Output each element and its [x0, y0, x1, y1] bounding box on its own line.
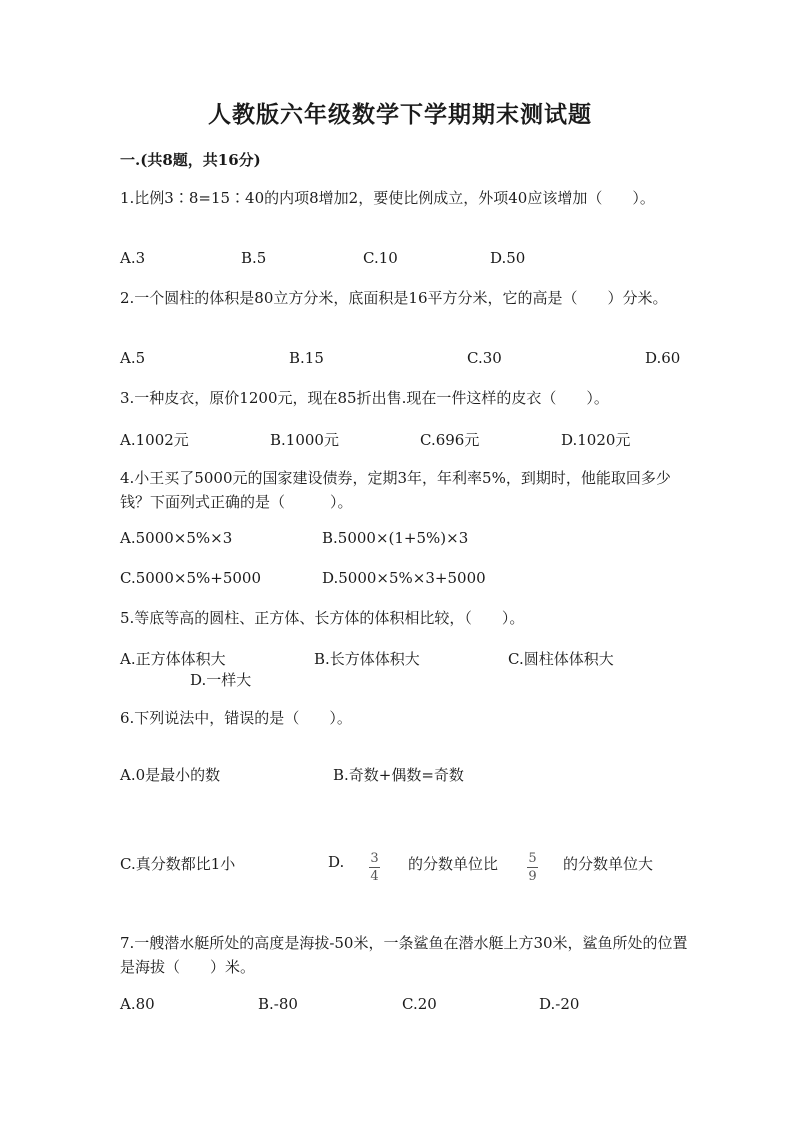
q4-option-d: D.5000×5%×3+5000: [322, 569, 486, 587]
q2-option-a: A.5: [120, 349, 146, 367]
fraction-numerator: 5: [528, 851, 537, 866]
q4-option-b: B.5000×(1+5%)×3: [322, 529, 469, 547]
q2-option-d: D.60: [645, 349, 681, 367]
q6-option-d-middle-text: 的分数单位比: [408, 855, 499, 873]
section-heading: 一.(共8题，共16分): [120, 151, 261, 169]
q3-option-b: B.1000元: [270, 431, 339, 449]
q4-option-a: A.5000×5%×3: [120, 529, 233, 547]
fraction-bar: [369, 867, 380, 868]
q5-option-a: A.正方体体积大: [120, 650, 226, 668]
page-title: 人教版六年级数学下学期期末测试题: [208, 101, 592, 128]
fraction-denominator: 9: [528, 869, 537, 884]
question-2: 2.一个圆柱的体积是80立方分米，底面积是16平方分米，它的高是（ ）分米。: [120, 289, 668, 307]
q5-option-b: B.长方体体积大: [314, 650, 420, 668]
q4-option-c: C.5000×5%+5000: [120, 569, 261, 587]
q7-option-b: B.-80: [258, 995, 298, 1013]
q6-option-a: A.0是最小的数: [120, 766, 221, 784]
q2-option-c: C.30: [467, 349, 502, 367]
question-4: 4.小王买了5000元的国家建设债券，定期3年，年利率5%，到期时，他能取回多少钱？下面列式正确的是（ ）。: [120, 469, 671, 511]
q1-option-c: C.10: [363, 249, 398, 267]
fraction-denominator: 4: [370, 869, 379, 884]
q1-option-d: D.50: [490, 249, 526, 267]
fraction-three-quarters: [369, 847, 380, 884]
q6-option-c: C.真分数都比1小: [120, 855, 236, 873]
q3-option-a: A.1002元: [120, 431, 189, 449]
q7-option-a: A.80: [120, 995, 155, 1013]
question-3: 3.一种皮衣，原价1200元，现在85折出售.现在一件这样的皮衣（ ）。: [120, 389, 609, 407]
q1-option-b: B.5: [241, 249, 267, 267]
q6-option-d-end-text: 的分数单位大: [563, 855, 654, 873]
q7-option-d: D.-20: [539, 995, 580, 1013]
q7-option-c: C.20: [402, 995, 437, 1013]
q1-option-a: A.3: [120, 249, 146, 267]
q6-option-b: B.奇数+偶数=奇数: [333, 766, 464, 784]
fraction-five-ninths: [527, 847, 538, 884]
fraction-bar: [527, 867, 538, 868]
fraction-numerator: 3: [370, 851, 379, 866]
q6-option-d: D.: [328, 853, 345, 871]
question-1: 1.比例3∶8=15∶40的内项8增加2，要使比例成立，外项40应该增加（ ）。: [120, 189, 655, 207]
question-5: 5.等底等高的圆柱、正方体、长方体的体积相比较，（ ）。: [120, 609, 525, 627]
q3-option-c: C.696元: [420, 431, 480, 449]
q5-option-d: D.一样大: [190, 671, 252, 689]
question-6: 6.下列说法中，错误的是（ ）。: [120, 709, 352, 727]
q5-option-c: C.圆柱体体积大: [508, 650, 614, 668]
question-7: 7.一艘潜水艇所处的高度是海拔-50米，一条鲨鱼在潜水艇上方30米，鲨鱼所处的位置是海拔（ ）米。: [120, 934, 688, 976]
q2-option-b: B.15: [289, 349, 324, 367]
q3-option-d: D.1020元: [561, 431, 631, 449]
